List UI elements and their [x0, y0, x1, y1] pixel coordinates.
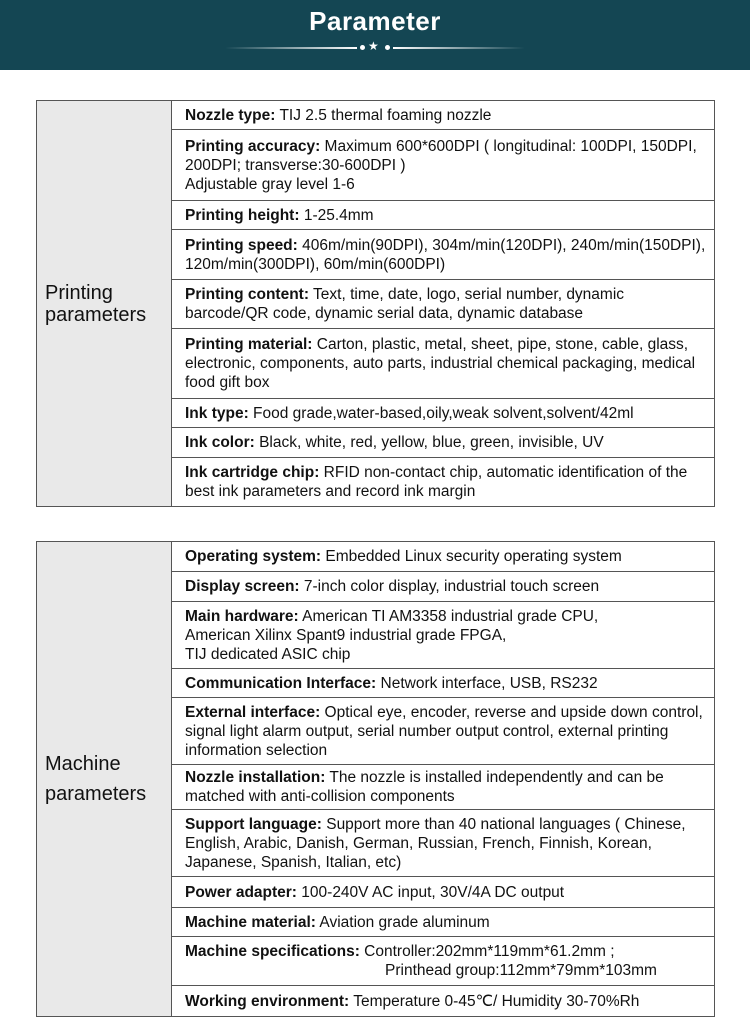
spec-value: Controller:202mm*119mm*61.2mm ;: [359, 943, 615, 960]
spec-label: Nozzle installation:: [185, 769, 326, 786]
spec-label: Printing accuracy:: [185, 137, 321, 155]
spec-value: Black, white, red, yellow, blue, green, invisible, UV: [254, 434, 604, 451]
star-icon: ★: [368, 39, 379, 53]
spec-label: Support language:: [185, 815, 322, 833]
spec-printing-speed: [172, 230, 715, 280]
spec-label: Working environment:: [185, 992, 350, 1010]
spec-value: RFID non-contact chip, automatic identification of the best ink parameters and record ink margin: [185, 464, 688, 500]
spec-value-extra: American Xilinx Spant9 industrial grade FPGA,: [185, 626, 507, 644]
ornament-line-left: [225, 47, 357, 49]
category-line: parameters: [45, 303, 147, 326]
spec-communication-interface: [172, 669, 715, 698]
spec-external-interface: [172, 698, 715, 765]
spec-label: Communication Interface:: [185, 674, 377, 692]
spec-value: Support more than 40 national languages ( Chinese, English, Arabic, Danish, German, Russian, French, Finnish, Korean, Japanese, Spanish, Italian, etc): [185, 815, 686, 871]
spec-display-screen: [172, 572, 715, 602]
spec-printing-height: [172, 201, 715, 230]
spec-label: Printing material:: [185, 336, 313, 353]
spec-support-language: [172, 810, 715, 877]
spec-label: Printing height:: [185, 206, 300, 224]
spec-printing-material: [172, 329, 715, 399]
spec-value: Aviation grade aluminum: [315, 913, 490, 931]
spec-machine-material: [172, 908, 715, 937]
spec-value: 406m/min(90DPI), 304m/min(120DPI), 240m/min(150DPI), 120m/min(300DPI), 60m/min(600DPI): [185, 236, 706, 273]
spec-ink-cartridge-chip: [172, 458, 715, 507]
spec-label: Printing speed:: [185, 236, 298, 254]
spec-value: Temperature 0-45℃/ Humidity 30-70%Rh: [349, 992, 640, 1010]
spec-value: Network interface, USB, RS232: [376, 674, 598, 692]
spec-value: Carton, plastic, metal, sheet, pipe, stone, cable, glass, electronic, components, auto parts, industrial chemical packaging, medical food gift box: [185, 336, 696, 391]
spec-printing-content: [172, 280, 715, 329]
ornament-line-right: [393, 47, 525, 49]
spec-power-adapter: [172, 877, 715, 908]
ornament-dot-left: [360, 45, 365, 50]
spec-label: Machine specifications:: [185, 943, 360, 960]
spec-working-environment: [172, 986, 715, 1017]
spec-value: Text, time, date, logo, serial number, dynamic barcode/QR code, dynamic serial data, dynamic database: [185, 286, 625, 322]
spec-value-extra: Adjustable gray level 1-6: [185, 175, 355, 193]
spec-label: Ink cartridge chip:: [185, 464, 320, 481]
spec-value-extra: Printhead group:112mm*79mm*103mm: [385, 962, 657, 979]
spec-label: Ink type:: [185, 404, 249, 422]
spec-operating-system: [172, 542, 715, 572]
spec-value: Maximum 600*600DPI ( longitudinal: 100DPI, 150DPI, 200DPI; transverse:30-600DPI ): [185, 137, 697, 174]
spec-label: External interface:: [185, 703, 321, 721]
category-printing-parameters: [37, 101, 172, 507]
spec-value-extra: TIJ dedicated ASIC chip: [185, 645, 351, 663]
ornament-dot-right: [385, 45, 390, 50]
spec-label: Power adapter:: [185, 883, 297, 901]
machine-parameters-table: [36, 541, 715, 1017]
printing-parameters-table: [36, 100, 715, 507]
spec-main-hardware: [172, 602, 715, 669]
spec-label: Main hardware:: [185, 607, 299, 625]
spec-value: 100-240V AC input, 30V/4A DC output: [296, 883, 565, 901]
spec-label: Display screen:: [185, 578, 300, 595]
header-banner: [0, 0, 750, 70]
spec-value: The nozzle is installed independently and can be matched with anti-collision components: [185, 769, 664, 805]
page-title: Parameter: [309, 6, 441, 36]
spec-value: Optical eye, encoder, reverse and upside down control, signal light alarm output, serial number output control, external printing information selection: [185, 703, 703, 759]
spec-nozzle-type: [172, 101, 715, 130]
spec-value: Food grade,water-based,oily,weak solvent,solvent/42ml: [248, 404, 634, 422]
spec-value: Embedded Linux security operating system: [321, 548, 622, 565]
category-machine-parameters: [37, 542, 172, 1017]
spec-value: 7-inch color display, industrial touch screen: [299, 578, 600, 595]
category-line: Machine: [45, 753, 121, 775]
spec-label: Ink color:: [185, 434, 255, 451]
spec-value: 1-25.4mm: [299, 206, 374, 224]
spec-label: Machine material:: [185, 913, 316, 931]
spec-label: Printing content:: [185, 286, 309, 303]
spec-ink-type: [172, 399, 715, 428]
spec-ink-color: [172, 428, 715, 458]
title-ornament: [225, 39, 525, 53]
spec-nozzle-installation: [172, 765, 715, 810]
spec-label: Nozzle type:: [185, 106, 276, 124]
spec-label: Operating system:: [185, 548, 322, 565]
spec-printing-accuracy: [172, 130, 715, 201]
spec-value: American TI AM3358 industrial grade CPU,: [298, 607, 599, 625]
category-line: parameters: [45, 783, 147, 805]
spec-machine-specifications: [172, 937, 715, 986]
category-line: Printing: [45, 281, 113, 304]
spec-value: TIJ 2.5 thermal foaming nozzle: [275, 106, 492, 124]
